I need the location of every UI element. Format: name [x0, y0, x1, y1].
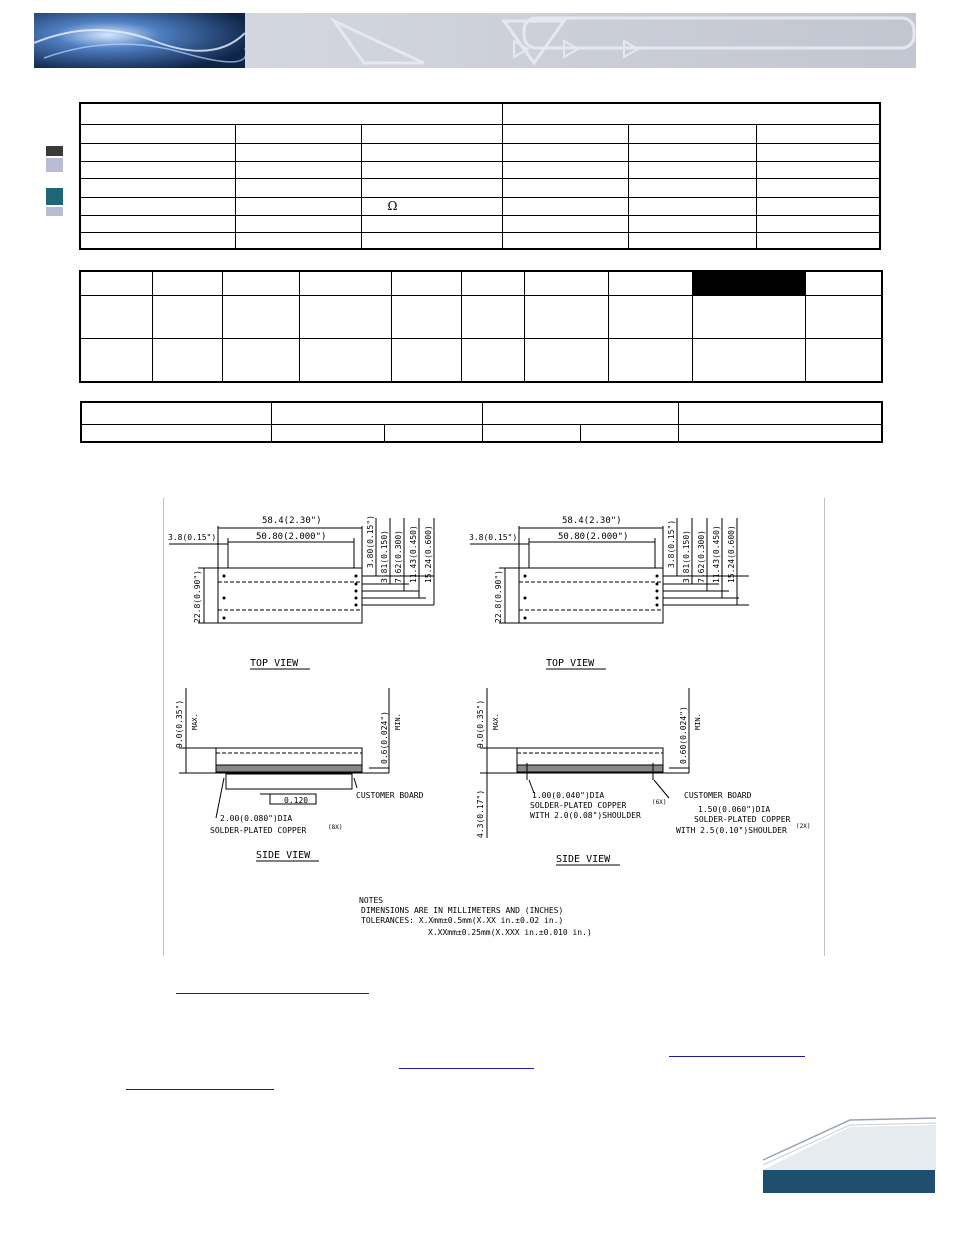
header-banner [34, 13, 916, 68]
t1-header-left [80, 103, 502, 124]
notes-line-2: TOLERANCES: X.Xmm±0.5mm(X.XX in.±0.02 in.) [361, 916, 564, 925]
dim-offset-right: 3.8(0.15") [469, 533, 518, 542]
caption-side-view-right: SIDE VIEW [556, 854, 611, 865]
link-underline-4[interactable] [126, 1089, 274, 1090]
dim-pin-left-2: 7.62(0.300) [394, 530, 403, 583]
dim-height-right: 22.8(0.90") [494, 570, 503, 623]
table-row [80, 178, 880, 197]
caption-side-view-left: SIDE VIEW [256, 850, 311, 861]
dim-offset-left: 3.8(0.15") [168, 533, 217, 542]
dim-pin-left-4: 15.24(0.600) [424, 525, 433, 583]
dim-pin-right-2: 7.62(0.300) [697, 530, 706, 583]
ohm-icon: Ω [387, 199, 398, 213]
dim-side-height-right: 9.0(0.35") [476, 699, 485, 748]
dim-pitch-right: 50.80(2.000") [558, 532, 629, 542]
mechanical-drawing [163, 498, 825, 956]
label-customer-board-right: CUSTOMER BOARD [684, 791, 752, 800]
side-tab-light-2 [46, 207, 63, 216]
caption-top-view-left: TOP VIEW [250, 658, 299, 669]
caption-top-view-right: TOP VIEW [546, 658, 595, 669]
dim-side-height-left: 9.0(0.35") [175, 699, 184, 748]
table-row [80, 161, 880, 178]
dim-height-left: 22.8(0.90") [193, 570, 202, 623]
link-underline-3[interactable] [399, 1068, 534, 1069]
table-row [80, 124, 880, 143]
dim-side-max-right: MAX. [492, 713, 500, 730]
dim-side-standoff-right: 0.60(0.024") [679, 706, 688, 764]
table-row [81, 424, 882, 442]
table-row [80, 143, 880, 161]
t1-header-right [502, 103, 880, 124]
dim-pin-right-0: 3.8(0.15") [667, 519, 676, 568]
label-plating-a-count: (6X) [652, 799, 667, 806]
footer-logo [760, 1115, 940, 1195]
label-shoulder-b: WITH 2.5(0.10")SHOULDER [676, 826, 787, 835]
table-row [80, 232, 880, 249]
label-pin-b-dia: 1.50(0.060")DIA [698, 805, 771, 814]
side-tab-teal [46, 188, 63, 205]
label-pin-a-dia: 1.00(0.040")DIA [532, 791, 605, 800]
table-row [80, 338, 882, 382]
label-customer-board-left: CUSTOMER BOARD [356, 791, 424, 800]
label-plating-a: SOLDER-PLATED COPPER [530, 801, 627, 810]
link-underline-2[interactable] [669, 1056, 805, 1057]
label-plating-b-count: (2X) [796, 823, 811, 830]
spec-table-3 [80, 401, 883, 443]
notes-title: NOTES [359, 896, 384, 905]
dim-side-min-left: MIN. [394, 713, 402, 730]
dim-side-max-left: MAX. [191, 713, 199, 730]
label-plating-b: SOLDER-PLATED COPPER [694, 815, 791, 824]
dim-flatness: 0.120 [284, 796, 309, 805]
dim-pin-left-1: 3.81(0.150) [380, 530, 389, 583]
dim-pin-left-0: 3.80(0.15") [366, 515, 375, 568]
dim-pin-right-3: 11.43(0.450) [712, 525, 721, 583]
table-row [80, 197, 880, 215]
highlight-header-cell [692, 271, 805, 295]
dim-side-standoff-left: 0.6(0.024") [380, 711, 389, 764]
label-shoulder-a: WITH 2.0(0.08")SHOULDER [530, 811, 641, 820]
spec-table-1 [79, 102, 881, 250]
dim-pitch-left: 50.80(2.000") [256, 532, 327, 542]
spec-table-2 [79, 270, 883, 383]
dim-side-min-right: MIN. [694, 713, 702, 730]
table-row [80, 215, 880, 232]
table-row [80, 295, 882, 338]
dim-pin-right-4: 15.24(0.600) [727, 525, 736, 583]
dim-width-right: 58.4(2.30") [562, 516, 622, 526]
label-plating-count-left: (8X) [328, 824, 343, 831]
dim-pin-length: 4.3(0.17") [476, 789, 485, 838]
dim-pin-right-1: 3.81(0.150) [682, 530, 691, 583]
label-plating-left: SOLDER-PLATED COPPER [210, 826, 307, 835]
dim-pin-left-3: 11.43(0.450) [409, 525, 418, 583]
notes-line-3: X.XXmm±0.25mm(X.XXX in.±0.010 in.) [428, 928, 592, 937]
notes-line-1: DIMENSIONS ARE IN MILLIMETERS AND (INCHES) [361, 906, 564, 915]
side-tab-light [46, 158, 63, 172]
side-tab-dark [46, 146, 63, 156]
link-underline-1[interactable] [176, 993, 369, 994]
dim-width-left: 58.4(2.30") [262, 516, 322, 526]
label-pin-dia-left: 2.00(0.080")DIA [220, 814, 293, 823]
